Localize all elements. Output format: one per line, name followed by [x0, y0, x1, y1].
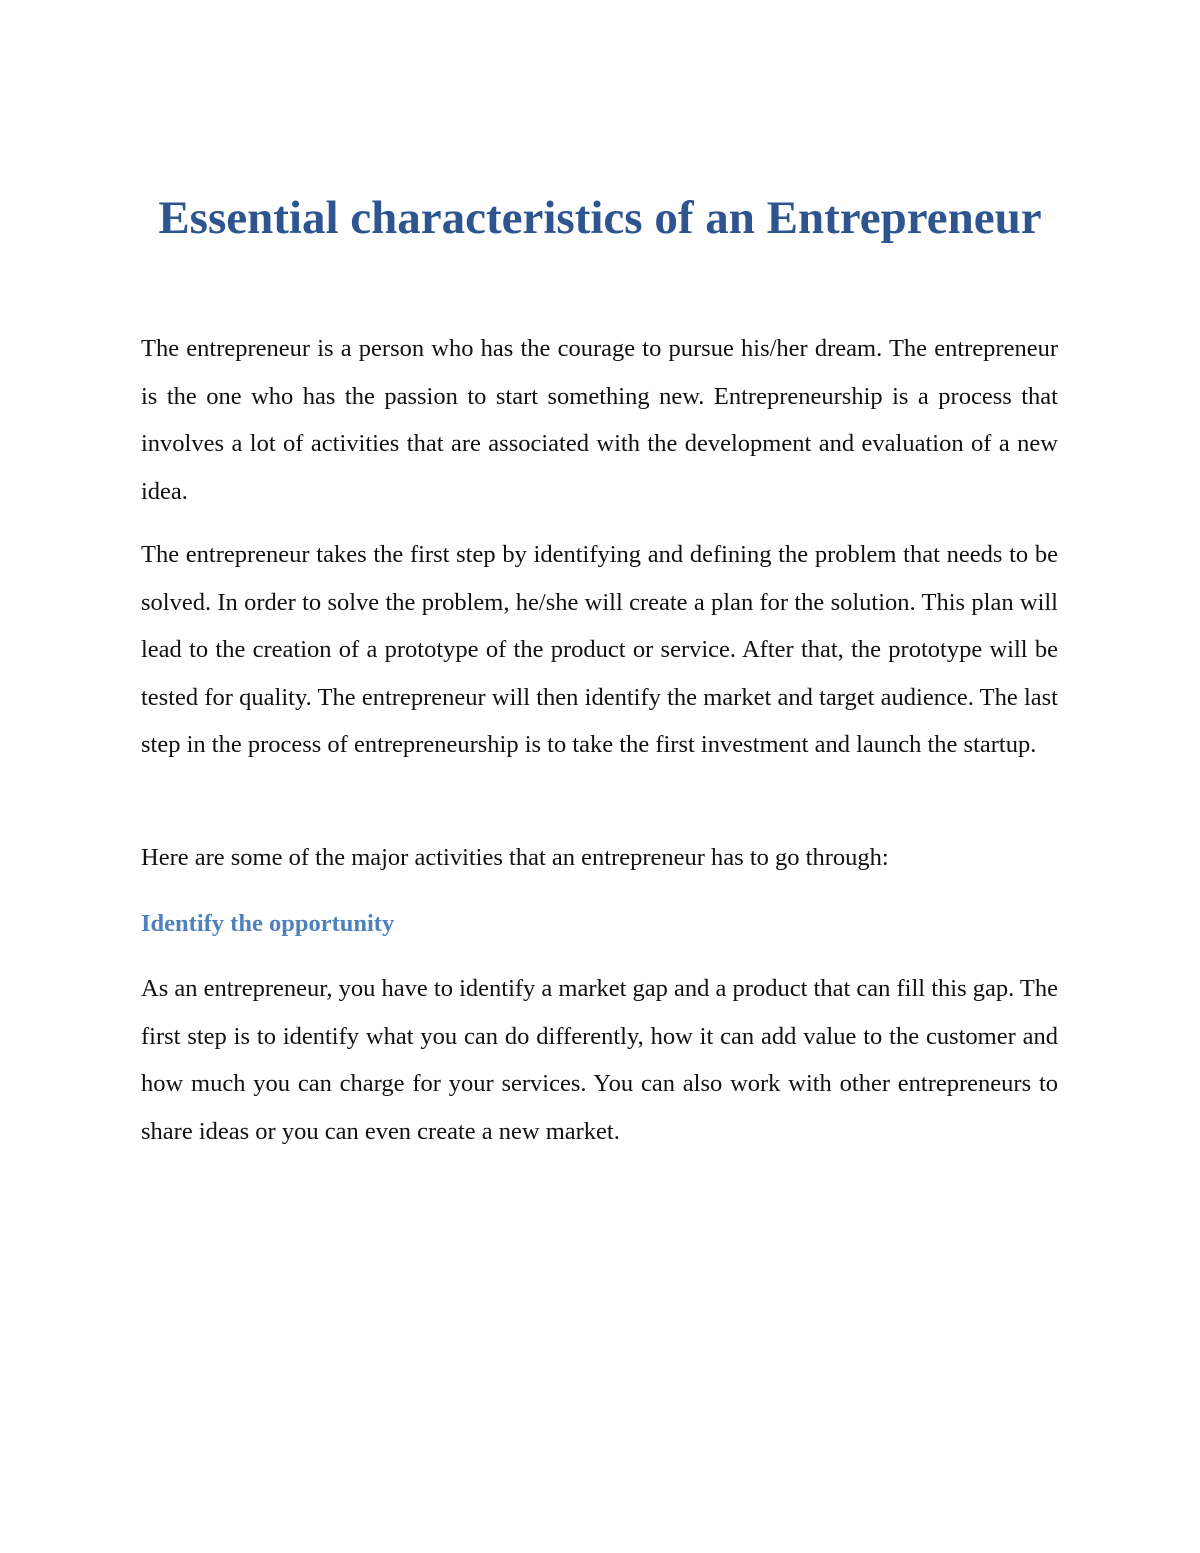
- process-paragraph: The entrepreneur takes the first step by identifying and defining the problem that needs to be solved. In order to solve the problem, he/she will create a plan for the solution. This plan will lead to the creation of a prototype of the product or service. After that, the prototype will be tested for quality. The entrepreneur will then identify the market and target audience. The last step in the process of entrepreneurship is to take the first investment and launch the startup.: [141, 541, 1058, 758]
- section-paragraph: As an entrepreneur, you have to identify a market gap and a product that can fill this gap. The first step is to identify what you can do differently, how it can add value to the customer and how much you can charge for your services. You can also work with other entrepreneurs to share ideas or you can even create a new market.: [141, 975, 1059, 1145]
- section-heading: Identify the opportunity: [141, 910, 395, 937]
- activities-intro-paragraph: Here are some of the major activities that an entrepreneur has to go through:: [141, 844, 889, 871]
- intro-paragraph: The entrepreneur is a person who has the courage to pursue his/her dream. The entrepreneur is the one who has the passion to start something new. Entrepreneurship is a process that involves a lot of activities that are associated with the development and evaluation of a new idea.: [141, 335, 1058, 505]
- document-title: Essential characteristics of an Entrepreneur: [158, 192, 1042, 244]
